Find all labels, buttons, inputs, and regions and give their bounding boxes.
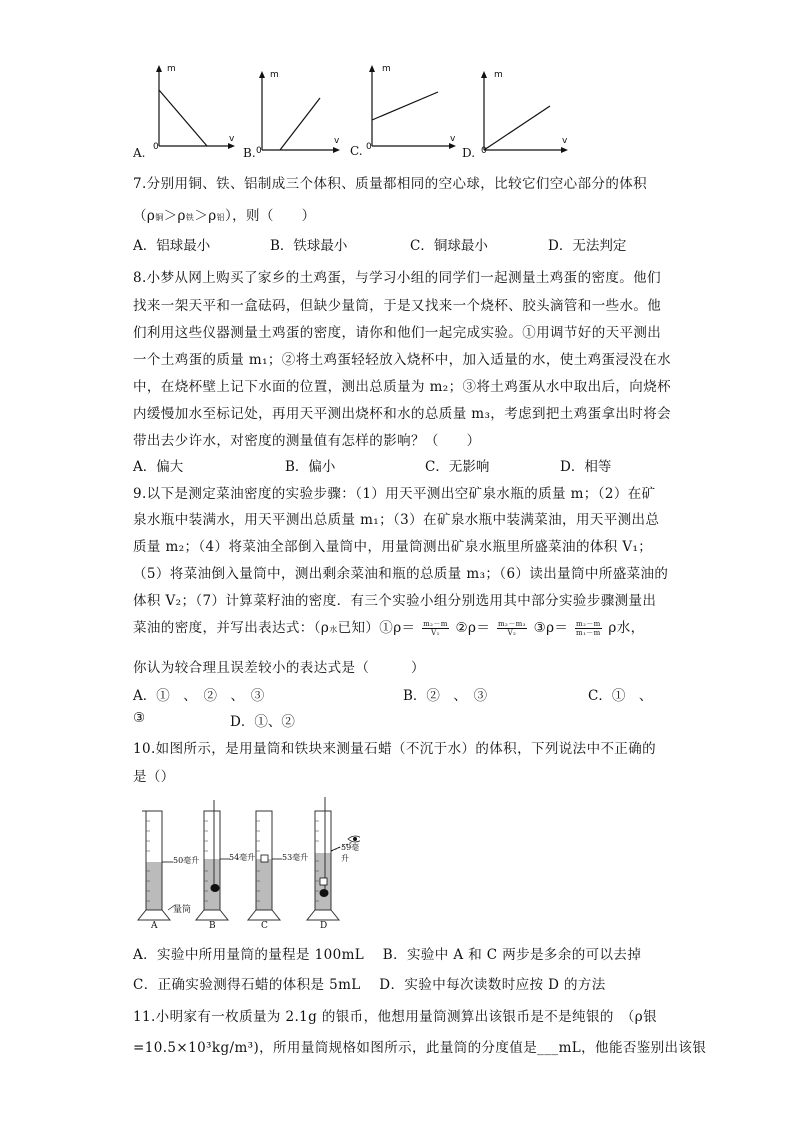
q8-option-b: B．偏小 bbox=[285, 459, 336, 475]
formula-3-fraction: $\frac{\text{m₂－m}}{\text{m₁－m}}$ bbox=[576, 620, 601, 637]
cylinder-label-d: D bbox=[320, 921, 328, 931]
q8-option-c: C．无影响 bbox=[425, 459, 490, 475]
cylinder-label-a: A bbox=[151, 921, 158, 931]
graduated-cylinders-figure bbox=[135, 795, 360, 935]
q7-stem: 7.分别用铜、铁、铝制成三个体积、质量都相同的空心球，比较它们空心部分的体积 bbox=[133, 176, 648, 192]
q9-option-c-cont: ③ bbox=[133, 710, 146, 726]
gt-sign: ＞ρ bbox=[163, 208, 186, 224]
reading-d: 59毫升 bbox=[341, 843, 360, 863]
formula-2-prefix: ②ρ＝ bbox=[455, 620, 491, 636]
formula-2-fraction: $\frac{\text{m₂－m₃}}{\text{V₂}}$ bbox=[497, 620, 526, 637]
cylinder-label-b: B bbox=[209, 921, 216, 931]
option-letter: C. bbox=[350, 144, 363, 158]
mv-graph-d bbox=[474, 68, 584, 163]
origin-label: 0 bbox=[366, 142, 372, 152]
q7-option-b: B．铁球最小 bbox=[270, 238, 348, 254]
q7-option-c: C．铜球最小 bbox=[410, 238, 488, 254]
q8-line: 们利用这些仪器测量土鸡蛋的密度，请你和他们一起完成实验。①用调节好的天平测出 bbox=[133, 325, 662, 341]
q9-option-c: C．① 、 bbox=[588, 688, 653, 704]
q9-line: （5）将菜油倒入量筒中，测出剩余菜油和瓶的总质量 m₃；（6）读出量筒中所盛菜油的 bbox=[133, 566, 669, 582]
density-sub-aluminum: 铝 bbox=[216, 213, 225, 222]
mv-graph-a bbox=[145, 62, 245, 162]
q8-line: 内缓慢加水至标记处，再用天平测出烧杯和水的总质量 m₃，考虑到把土鸡蛋拿出时将会 bbox=[133, 406, 672, 422]
option-letter: A. bbox=[133, 146, 146, 160]
q9-option-a: A．① 、 ② 、 ③ bbox=[133, 688, 265, 704]
density-sub-iron: 铁 bbox=[185, 213, 195, 222]
formula-3-suffix: ρ水， bbox=[608, 620, 645, 636]
x-axis-label: v bbox=[229, 134, 235, 144]
q8-option-d: D．相等 bbox=[560, 459, 612, 475]
reading-c: 53毫升 bbox=[282, 853, 309, 862]
origin-label: 0 bbox=[153, 142, 159, 152]
formula-intro: 菜油的密度，并写出表达式：（ρ bbox=[133, 620, 330, 636]
q9-line: 泉水瓶中装满水，用天平测出总质量 m₁；（3）在矿泉水瓶中装满菜油，用天平测出总 bbox=[133, 512, 660, 528]
q9-question: 你认为较合理且误差较小的表达式是（ ） bbox=[133, 660, 425, 676]
reading-b: 54毫升 bbox=[229, 853, 256, 862]
x-axis-label: v bbox=[450, 134, 456, 144]
q9-line: 9.以下是测定菜油密度的实验步骤：（1）用天平测出空矿泉水瓶的质量 m；（2）在矿 bbox=[133, 486, 656, 502]
cond-open: （ρ bbox=[133, 208, 156, 224]
q8-line: 一个土鸡蛋的质量 m₁；②将土鸡蛋轻轻放入烧杯中，加入适量的水，使土鸡蛋浸没在水 bbox=[133, 352, 672, 368]
q7-option-a: A．铝球最小 bbox=[133, 238, 211, 254]
cylinders-drawing bbox=[135, 795, 360, 935]
y-axis-label: m bbox=[494, 70, 503, 80]
q11-line1: 11.小明家有一枚质量为 2.1g 的银币，他想用量筒测算出该银币是不是纯银的 （ρ银 bbox=[133, 1009, 658, 1025]
q9-line: 体积 V₂；（7）计算菜籽油的密度．有三个实验小组分别选用其中部分实验步骤测量出 bbox=[133, 593, 657, 609]
cylinder-caption: 量筒 bbox=[173, 905, 192, 915]
q8-option-a: A．偏大 bbox=[133, 459, 184, 475]
y-axis-label: m bbox=[270, 70, 279, 80]
origin-label: 0 bbox=[256, 146, 262, 156]
option-letter: D. bbox=[462, 146, 476, 160]
x-axis-label: v bbox=[334, 136, 340, 146]
mv-graph-b bbox=[250, 68, 350, 163]
formula-known: 已知）①ρ＝ bbox=[337, 620, 416, 636]
cond-close: ），则（ ） bbox=[224, 208, 316, 224]
q9-option-b: B．② 、 ③ bbox=[403, 688, 488, 704]
q8-line: 8.小梦从网上购买了家乡的土鸡蛋，与学习小组的同学们一起测量土鸡蛋的密度。他们 bbox=[133, 270, 661, 286]
q8-line: 中，在烧杯壁上记下水面的位置，测出总质量为 m₂；③将土鸡蛋从水中取出后，向烧杯 bbox=[133, 379, 672, 395]
q9-line: 质量 m₂；（4）将菜油全部倒入量筒中，用量筒测出矿泉水瓶里所盛菜油的体积 V₁； bbox=[133, 539, 653, 555]
water-sub: 水 bbox=[329, 625, 338, 634]
q10-options-ab: A．实验中所用量筒的量程是 100mL B．实验中 A 和 C 两步是多余的可以去掉 bbox=[133, 947, 642, 963]
option-letter: B. bbox=[243, 146, 256, 160]
q7-option-d: D．无法判定 bbox=[548, 238, 627, 254]
reading-a: 50毫升 bbox=[173, 856, 200, 865]
origin-label: 0 bbox=[481, 146, 487, 156]
y-axis-label: m bbox=[167, 64, 176, 74]
q8-line: 带出去少许水，对密度的测量值有怎样的影响？（ ） bbox=[133, 433, 481, 449]
mv-graph-c bbox=[362, 62, 472, 157]
q7-condition bbox=[133, 204, 316, 224]
q8-line: 找来一架天平和一盒砝码，但缺少量筒，于是又找来一个烧杯、胶头滴管和一些水。他 bbox=[133, 298, 662, 314]
gt-sign: ＞ρ bbox=[194, 208, 217, 224]
y-axis-label: m bbox=[382, 64, 391, 74]
q10-stem-line1: 10.如图所示，是用量筒和铁块来测量石蜡（不沉于水）的体积，下列说法中不正确的 bbox=[133, 741, 657, 757]
density-sub-copper: 铜 bbox=[155, 213, 164, 222]
cylinder-label-c: C bbox=[261, 921, 268, 931]
q10-stem-line2: 是（） bbox=[133, 769, 175, 785]
x-axis-label: v bbox=[562, 136, 568, 146]
formula-3-prefix: ③ρ＝ bbox=[533, 620, 569, 636]
q9-option-d: D．①、② bbox=[230, 714, 295, 730]
q9-formulas bbox=[133, 616, 645, 637]
q11-line2: =10.5×10³kg/m³)，所用量筒规格如图所示，此量筒的分度值是___mL，他能否鉴别出该银 bbox=[133, 1040, 707, 1056]
formula-1-fraction: $\frac{\text{m₂－m}}{\text{V₁}}$ bbox=[423, 620, 448, 637]
q10-options-cd: C．正确实验测得石蜡的体积是 5mL D．实验中每次读数时应按 D 的方法 bbox=[133, 977, 606, 993]
